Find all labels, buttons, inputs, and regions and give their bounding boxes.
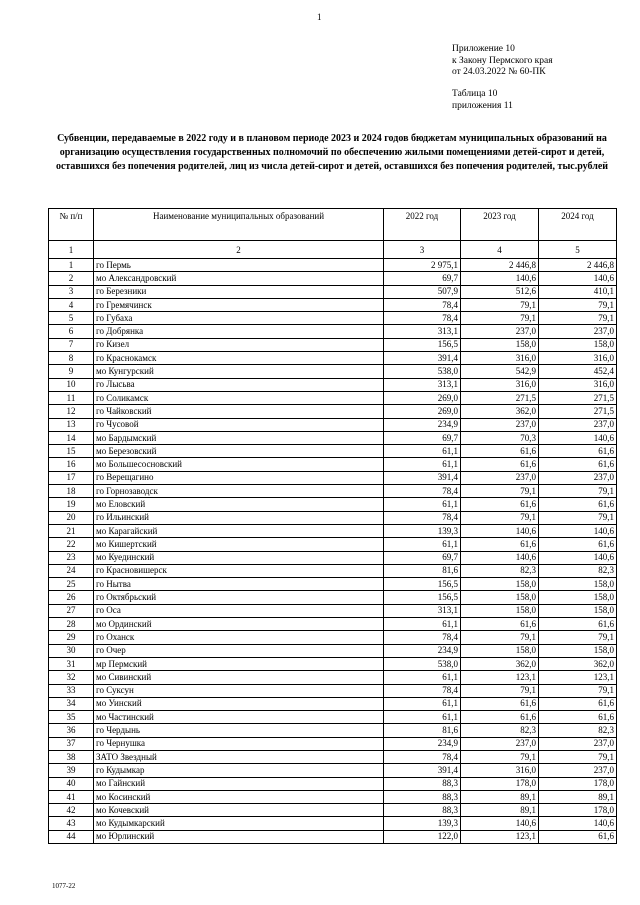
value-2024: 61,6	[539, 697, 617, 710]
value-2022: 391,4	[384, 352, 461, 365]
value-2023: 158,0	[461, 644, 539, 657]
municipality-name: го Краснокамск	[94, 352, 384, 365]
table-row	[49, 631, 617, 644]
value-2023: 158,0	[461, 604, 539, 617]
municipality-name: мо Юрлинский	[94, 830, 384, 843]
value-2022: 538,0	[384, 657, 461, 670]
row-number: 17	[49, 471, 94, 484]
value-2023: 178,0	[461, 777, 539, 790]
value-2023: 158,0	[461, 338, 539, 351]
value-2023: 89,1	[461, 790, 539, 803]
table-row	[49, 830, 617, 843]
value-2024: 79,1	[539, 485, 617, 498]
municipality-name: го Пермь	[94, 259, 384, 272]
municipality-name: го Верещагино	[94, 471, 384, 484]
appendix-line-2: к Закону Пермского края	[452, 55, 553, 66]
value-2024: 237,0	[539, 418, 617, 431]
table-row	[49, 391, 617, 404]
value-2024: 178,0	[539, 804, 617, 817]
municipality-name: мо Частинский	[94, 711, 384, 724]
table-body	[49, 259, 617, 844]
municipality-name: го Нытва	[94, 578, 384, 591]
value-2024: 79,1	[539, 298, 617, 311]
value-2024: 61,6	[539, 538, 617, 551]
document-title: Субвенции, передаваемые в 2022 году и в плановом периоде 2023 и 2024 годов бюджетам муниципальных образований на организацию осуществления государственных полномочий по обеспечению жилыми помещениями детей-сирот и детей, оставшихся без попечения родителей, лиц из числа детей-сирот и детей, оставшихся без попечения родителей, тыс.рублей	[55, 133, 609, 172]
row-number: 20	[49, 511, 94, 524]
row-number: 12	[49, 405, 94, 418]
value-2024: 237,0	[539, 764, 617, 777]
value-2024: 89,1	[539, 790, 617, 803]
value-2023: 140,6	[461, 524, 539, 537]
municipality-name: го Оса	[94, 604, 384, 617]
column-index-row	[49, 241, 617, 259]
table-row	[49, 711, 617, 724]
value-2022: 78,4	[384, 312, 461, 325]
value-2023: 237,0	[461, 418, 539, 431]
value-2024: 82,3	[539, 724, 617, 737]
value-2024: 140,6	[539, 817, 617, 830]
row-number: 5	[49, 312, 94, 325]
table-row	[49, 285, 617, 298]
value-2024: 123,1	[539, 671, 617, 684]
value-2023: 79,1	[461, 631, 539, 644]
row-number: 15	[49, 445, 94, 458]
value-2024: 237,0	[539, 325, 617, 338]
value-2023: 79,1	[461, 511, 539, 524]
value-2024: 316,0	[539, 352, 617, 365]
value-2022: 88,3	[384, 804, 461, 817]
value-2024: 79,1	[539, 684, 617, 697]
table-row	[49, 471, 617, 484]
row-number: 44	[49, 830, 94, 843]
row-number: 39	[49, 764, 94, 777]
row-number: 27	[49, 604, 94, 617]
value-2022: 156,5	[384, 338, 461, 351]
municipality-name: мо Куединский	[94, 551, 384, 564]
value-2023: 158,0	[461, 591, 539, 604]
table-row	[49, 485, 617, 498]
value-2023: 61,6	[461, 697, 539, 710]
value-2022: 78,4	[384, 684, 461, 697]
row-number: 32	[49, 671, 94, 684]
municipality-name: го Кудымкар	[94, 764, 384, 777]
value-2024: 362,0	[539, 657, 617, 670]
municipality-name: мо Александровский	[94, 272, 384, 285]
table-row	[49, 458, 617, 471]
municipality-name: мо Кунгурский	[94, 365, 384, 378]
row-number: 28	[49, 618, 94, 631]
value-2023: 79,1	[461, 750, 539, 763]
municipality-name: мо Кишертский	[94, 538, 384, 551]
value-2022: 78,4	[384, 485, 461, 498]
municipality-name: го Губаха	[94, 312, 384, 325]
value-2023: 362,0	[461, 405, 539, 418]
row-number: 6	[49, 325, 94, 338]
value-2024: 82,3	[539, 564, 617, 577]
municipality-name: мо Косинский	[94, 790, 384, 803]
value-2023: 237,0	[461, 471, 539, 484]
value-2023: 79,1	[461, 485, 539, 498]
table-row	[49, 777, 617, 790]
value-2022: 88,3	[384, 790, 461, 803]
value-2022: 61,1	[384, 697, 461, 710]
value-2023: 61,6	[461, 538, 539, 551]
municipality-name: го Березники	[94, 285, 384, 298]
value-2023: 123,1	[461, 671, 539, 684]
header-number: № п/п	[49, 209, 94, 241]
municipality-name: мо Сивинский	[94, 671, 384, 684]
row-number: 4	[49, 298, 94, 311]
value-2022: 156,5	[384, 578, 461, 591]
value-2024: 158,0	[539, 604, 617, 617]
value-2022: 122,0	[384, 830, 461, 843]
value-2022: 313,1	[384, 378, 461, 391]
row-number: 21	[49, 524, 94, 537]
table-ref-line-1: Таблица 10	[452, 89, 498, 99]
value-2024: 79,1	[539, 511, 617, 524]
value-2022: 61,1	[384, 445, 461, 458]
municipality-name: мо Еловский	[94, 498, 384, 511]
value-2024: 140,6	[539, 524, 617, 537]
value-2024: 158,0	[539, 591, 617, 604]
row-number: 22	[49, 538, 94, 551]
value-2023: 237,0	[461, 325, 539, 338]
municipality-name: го Кизел	[94, 338, 384, 351]
row-number: 8	[49, 352, 94, 365]
value-2024: 140,6	[539, 272, 617, 285]
header-2024: 2024 год	[539, 209, 617, 241]
table-row	[49, 564, 617, 577]
row-number: 10	[49, 378, 94, 391]
value-2023: 140,6	[461, 817, 539, 830]
value-2024: 158,0	[539, 578, 617, 591]
value-2022: 234,9	[384, 418, 461, 431]
value-2022: 139,3	[384, 524, 461, 537]
row-number: 23	[49, 551, 94, 564]
table-row	[49, 524, 617, 537]
value-2022: 81,6	[384, 564, 461, 577]
table-row	[49, 259, 617, 272]
table-row	[49, 365, 617, 378]
municipality-name: го Красновишерск	[94, 564, 384, 577]
value-2022: 69,7	[384, 551, 461, 564]
value-2024: 158,0	[539, 338, 617, 351]
value-2022: 61,1	[384, 538, 461, 551]
row-number: 36	[49, 724, 94, 737]
table-row	[49, 604, 617, 617]
row-number: 16	[49, 458, 94, 471]
row-number: 26	[49, 591, 94, 604]
appendix-reference	[452, 44, 553, 79]
table-header-row	[49, 209, 617, 241]
value-2023: 158,0	[461, 578, 539, 591]
table-row	[49, 817, 617, 830]
value-2022: 69,7	[384, 431, 461, 444]
row-number: 38	[49, 750, 94, 763]
header-municipality: Наименование муниципальных образований	[94, 209, 384, 241]
row-number: 2	[49, 272, 94, 285]
header-2022: 2022 год	[384, 209, 461, 241]
table-row	[49, 498, 617, 511]
value-2022: 234,9	[384, 644, 461, 657]
column-index: 2	[94, 241, 384, 259]
page-number: 1	[317, 12, 322, 22]
row-number: 42	[49, 804, 94, 817]
municipality-name: мо Уинский	[94, 697, 384, 710]
column-index: 1	[49, 241, 94, 259]
row-number: 35	[49, 711, 94, 724]
value-2024: 271,5	[539, 405, 617, 418]
value-2022: 61,1	[384, 618, 461, 631]
value-2023: 362,0	[461, 657, 539, 670]
value-2023: 316,0	[461, 352, 539, 365]
municipality-name: го Лысьва	[94, 378, 384, 391]
value-2024: 271,5	[539, 391, 617, 404]
row-number: 40	[49, 777, 94, 790]
row-number: 24	[49, 564, 94, 577]
value-2023: 79,1	[461, 684, 539, 697]
value-2023: 89,1	[461, 804, 539, 817]
value-2024: 61,6	[539, 618, 617, 631]
municipality-name: го Чайковский	[94, 405, 384, 418]
row-number: 43	[49, 817, 94, 830]
row-number: 14	[49, 431, 94, 444]
row-number: 13	[49, 418, 94, 431]
value-2024: 61,6	[539, 498, 617, 511]
table-row	[49, 511, 617, 524]
municipality-name: мо Карагайский	[94, 524, 384, 537]
municipality-name: го Чусовой	[94, 418, 384, 431]
value-2023: 82,3	[461, 564, 539, 577]
value-2023: 70,3	[461, 431, 539, 444]
table-row	[49, 378, 617, 391]
value-2024: 237,0	[539, 737, 617, 750]
row-number: 30	[49, 644, 94, 657]
municipality-name: мо Кудымкарский	[94, 817, 384, 830]
value-2022: 88,3	[384, 777, 461, 790]
value-2023: 61,6	[461, 618, 539, 631]
municipality-name: го Очер	[94, 644, 384, 657]
table-row	[49, 352, 617, 365]
value-2023: 123,1	[461, 830, 539, 843]
table-row	[49, 538, 617, 551]
municipality-name: мо Ординский	[94, 618, 384, 631]
municipality-name: мо Гайнский	[94, 777, 384, 790]
value-2024: 140,6	[539, 431, 617, 444]
table-row	[49, 804, 617, 817]
municipality-name: го Гремячинск	[94, 298, 384, 311]
value-2022: 269,0	[384, 405, 461, 418]
column-index: 3	[384, 241, 461, 259]
value-2024: 316,0	[539, 378, 617, 391]
value-2024: 61,6	[539, 458, 617, 471]
table-row	[49, 657, 617, 670]
value-2022: 269,0	[384, 391, 461, 404]
value-2023: 316,0	[461, 378, 539, 391]
row-number: 37	[49, 737, 94, 750]
municipality-name: мо Большесосновский	[94, 458, 384, 471]
value-2022: 313,1	[384, 604, 461, 617]
table-row	[49, 764, 617, 777]
table-row	[49, 618, 617, 631]
row-number: 11	[49, 391, 94, 404]
column-index: 5	[539, 241, 617, 259]
table-row	[49, 551, 617, 564]
value-2022: 69,7	[384, 272, 461, 285]
table-row	[49, 272, 617, 285]
value-2022: 156,5	[384, 591, 461, 604]
municipality-name: го Суксун	[94, 684, 384, 697]
municipality-name: мо Березовский	[94, 445, 384, 458]
value-2023: 237,0	[461, 737, 539, 750]
value-2022: 78,4	[384, 298, 461, 311]
value-2022: 391,4	[384, 764, 461, 777]
value-2024: 61,6	[539, 445, 617, 458]
column-index: 4	[461, 241, 539, 259]
value-2023: 271,5	[461, 391, 539, 404]
table-row	[49, 697, 617, 710]
municipality-name: го Октябрьский	[94, 591, 384, 604]
municipality-name: го Соликамск	[94, 391, 384, 404]
value-2022: 61,1	[384, 498, 461, 511]
table-row	[49, 298, 617, 311]
value-2022: 234,9	[384, 737, 461, 750]
value-2022: 61,1	[384, 458, 461, 471]
value-2022: 78,4	[384, 631, 461, 644]
table-row	[49, 445, 617, 458]
value-2024: 61,6	[539, 830, 617, 843]
municipality-name: мо Кочевский	[94, 804, 384, 817]
value-2023: 61,6	[461, 458, 539, 471]
table-row	[49, 644, 617, 657]
row-number: 9	[49, 365, 94, 378]
value-2023: 61,6	[461, 711, 539, 724]
row-number: 29	[49, 631, 94, 644]
value-2023: 140,6	[461, 551, 539, 564]
value-2022: 78,4	[384, 750, 461, 763]
value-2023: 316,0	[461, 764, 539, 777]
value-2022: 313,1	[384, 325, 461, 338]
value-2022: 78,4	[384, 511, 461, 524]
value-2024: 61,6	[539, 711, 617, 724]
row-number: 25	[49, 578, 94, 591]
value-2023: 542,9	[461, 365, 539, 378]
table-reference	[452, 89, 513, 112]
row-number: 3	[49, 285, 94, 298]
subventions-table	[48, 208, 617, 844]
table-row	[49, 312, 617, 325]
municipality-name: го Горнозаводск	[94, 485, 384, 498]
table-row	[49, 737, 617, 750]
appendix-line-3: от 24.03.2022 № 60-ПК	[452, 67, 546, 77]
table-row	[49, 591, 617, 604]
value-2022: 507,9	[384, 285, 461, 298]
row-number: 33	[49, 684, 94, 697]
value-2023: 79,1	[461, 298, 539, 311]
municipality-name: мо Бардымский	[94, 431, 384, 444]
municipality-name: мр Пермский	[94, 657, 384, 670]
value-2022: 61,1	[384, 671, 461, 684]
row-number: 7	[49, 338, 94, 351]
municipality-name: го Добрянка	[94, 325, 384, 338]
value-2022: 2 975,1	[384, 259, 461, 272]
value-2023: 61,6	[461, 445, 539, 458]
table-row	[49, 724, 617, 737]
table-row	[49, 671, 617, 684]
municipality-name: го Ильинский	[94, 511, 384, 524]
table-row	[49, 790, 617, 803]
value-2024: 140,6	[539, 551, 617, 564]
municipality-name: го Чердынь	[94, 724, 384, 737]
table-row	[49, 418, 617, 431]
value-2023: 512,6	[461, 285, 539, 298]
value-2022: 81,6	[384, 724, 461, 737]
value-2022: 139,3	[384, 817, 461, 830]
value-2024: 410,1	[539, 285, 617, 298]
value-2024: 237,0	[539, 471, 617, 484]
table-ref-line-2: приложения 11	[452, 100, 513, 111]
table-row	[49, 325, 617, 338]
row-number: 34	[49, 697, 94, 710]
row-number: 1	[49, 259, 94, 272]
table-row	[49, 431, 617, 444]
value-2023: 140,6	[461, 272, 539, 285]
municipality-name: го Чернушка	[94, 737, 384, 750]
row-number: 31	[49, 657, 94, 670]
value-2024: 452,4	[539, 365, 617, 378]
value-2024: 178,0	[539, 777, 617, 790]
appendix-line-1: Приложение 10	[452, 44, 515, 54]
value-2024: 2 446,8	[539, 259, 617, 272]
header-2023: 2023 год	[461, 209, 539, 241]
value-2023: 79,1	[461, 312, 539, 325]
footer-code: 1077-22	[52, 882, 76, 890]
value-2022: 538,0	[384, 365, 461, 378]
row-number: 41	[49, 790, 94, 803]
value-2024: 79,1	[539, 750, 617, 763]
value-2023: 61,6	[461, 498, 539, 511]
row-number: 19	[49, 498, 94, 511]
value-2023: 82,3	[461, 724, 539, 737]
value-2024: 158,0	[539, 644, 617, 657]
municipality-name: ЗАТО Звездный	[94, 750, 384, 763]
municipality-name: го Оханск	[94, 631, 384, 644]
table-row	[49, 684, 617, 697]
table-row	[49, 578, 617, 591]
row-number: 18	[49, 485, 94, 498]
value-2024: 79,1	[539, 312, 617, 325]
table-row	[49, 405, 617, 418]
value-2023: 2 446,8	[461, 259, 539, 272]
value-2022: 391,4	[384, 471, 461, 484]
value-2024: 79,1	[539, 631, 617, 644]
table-row	[49, 750, 617, 763]
value-2022: 61,1	[384, 711, 461, 724]
table-row	[49, 338, 617, 351]
